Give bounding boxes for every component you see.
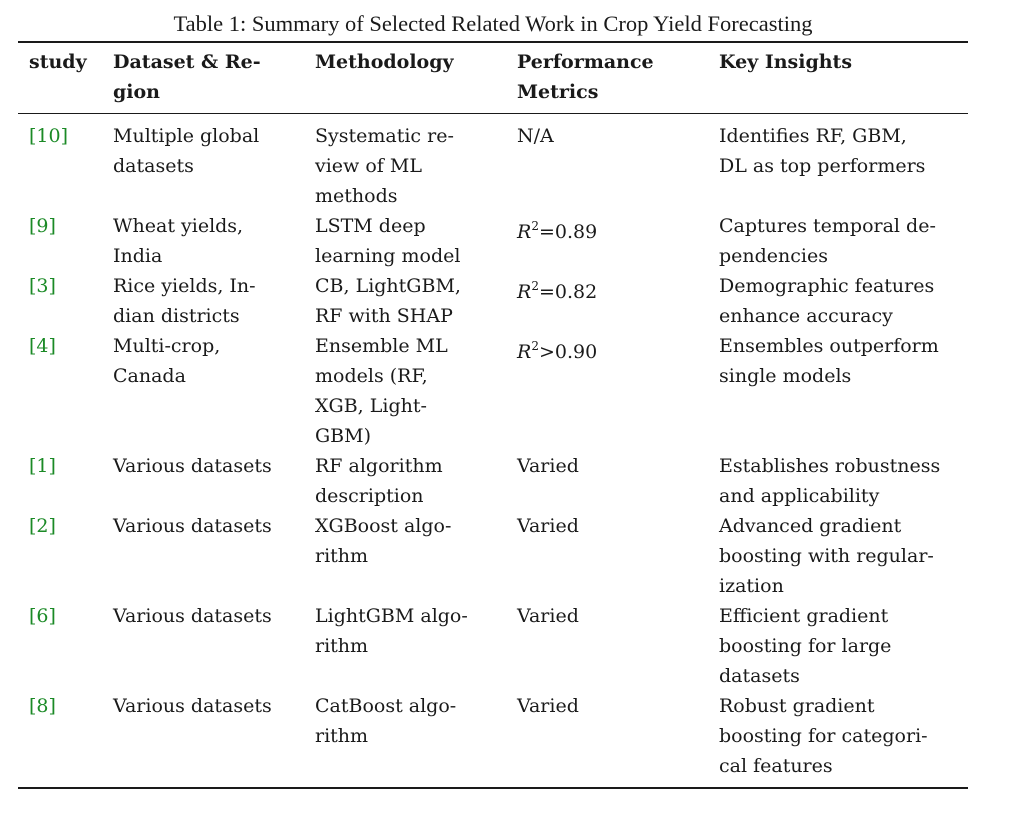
dataset-cell: Wheat yields, India (113, 215, 244, 267)
dataset-cell: Various datasets (113, 455, 272, 477)
dataset-cell: Various datasets (113, 695, 272, 717)
study-ref-link[interactable]: [1] (29, 455, 56, 477)
methodology-cell: Ensemble ML models (RF, XGB, Light- GBM) (315, 335, 448, 447)
methodology-cell: XGBoost algo- rithm (315, 515, 452, 567)
metric-cell (517, 601, 697, 631)
insights-cell: Efficient gradient boosting for large datasets (719, 605, 892, 687)
table-caption: Table 1: Summary of Selected Related Work in Crop Yield Forecasting (173, 11, 813, 36)
insights-cell: Establishes robustness and applicability (719, 455, 941, 507)
metric-value: Varied (517, 605, 579, 627)
metric-value: N/A (517, 125, 554, 147)
insights-cell: Captures temporal de- pendencies (719, 215, 936, 267)
insights-cell: Robust gradient boosting for categori- cal features (719, 695, 928, 777)
metric-value: =0.82 (538, 281, 598, 303)
metric-value: Varied (517, 695, 579, 717)
metric-symbol: R (517, 341, 532, 363)
methodology-cell: CB, LightGBM, RF with SHAP (315, 275, 461, 327)
study-ref-link[interactable]: [9] (29, 215, 56, 237)
metric-cell (517, 331, 697, 367)
header-performance-metrics: Performance Metrics (517, 51, 654, 103)
study-ref-link[interactable]: [4] (29, 335, 56, 357)
insights-cell: Identifies RF, GBM, DL as top performers (719, 125, 926, 177)
dataset-cell: Various datasets (113, 605, 272, 627)
insights-cell: Demographic features enhance accuracy (719, 275, 935, 327)
metric-cell (517, 211, 697, 247)
study-ref-link[interactable]: [10] (29, 125, 69, 147)
metric-value: Varied (517, 515, 579, 537)
dataset-cell: Multiple global datasets (113, 125, 260, 177)
metric-value: Varied (517, 455, 579, 477)
header-study: study (29, 51, 87, 73)
top-rule (18, 41, 968, 43)
metric-cell (517, 451, 697, 481)
metric-value: >0.90 (538, 341, 598, 363)
study-ref-link[interactable]: [2] (29, 515, 56, 537)
metric-cell (517, 691, 697, 721)
header-dataset-region: Dataset & Re- gion (113, 51, 261, 103)
metric-symbol: R (517, 281, 532, 303)
study-ref-link[interactable]: [3] (29, 275, 56, 297)
methodology-cell: Systematic re- view of ML methods (315, 125, 454, 207)
metric-value: =0.89 (538, 221, 598, 243)
study-ref-link[interactable]: [6] (29, 605, 56, 627)
study-ref-link[interactable]: [8] (29, 695, 56, 717)
dataset-cell: Rice yields, In- dian districts (113, 275, 256, 327)
methodology-cell: LightGBM algo- rithm (315, 605, 468, 657)
metric-cell (517, 271, 697, 307)
methodology-cell: RF algorithm description (315, 455, 443, 507)
dataset-cell: Multi-crop, Canada (113, 335, 221, 387)
dataset-cell: Various datasets (113, 515, 272, 537)
header-methodology: Methodology (315, 51, 454, 73)
methodology-cell: LSTM deep learning model (315, 215, 461, 267)
metric-cell (517, 511, 697, 541)
insights-cell: Advanced gradient boosting with regular- ization (719, 515, 934, 597)
bottom-rule (18, 787, 968, 789)
metric-symbol: R (517, 221, 532, 243)
metric-exponent: 2 (531, 219, 539, 233)
insights-cell: Ensembles outperform single models (719, 335, 939, 387)
metric-exponent: 2 (531, 339, 539, 353)
header-rule (18, 113, 968, 114)
metric-exponent: 2 (531, 279, 539, 293)
metric-cell (517, 121, 697, 151)
header-key-insights: Key Insights (719, 51, 853, 73)
methodology-cell: CatBoost algo- rithm (315, 695, 457, 747)
